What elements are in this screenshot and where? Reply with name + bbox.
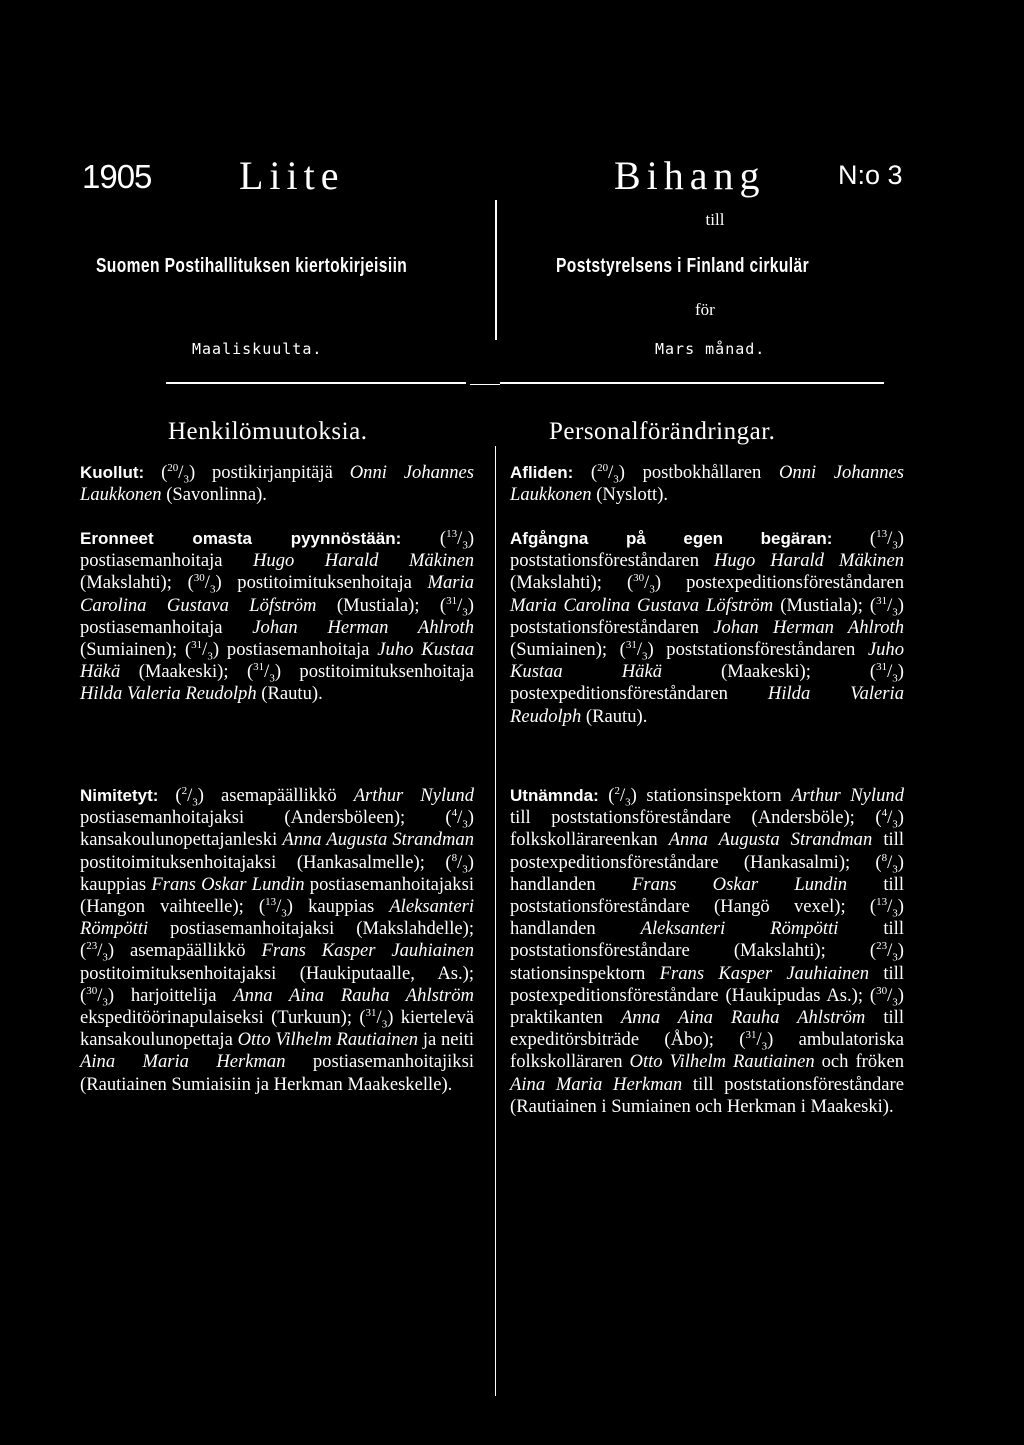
swedish-appointed-paragraph: Utnämnda: $(^2/_3)$ stationsinspektorn Arthur Nylund till poststationsföreståndare (Andersböle); $(^4/_3)$ folkskollärareenkan Anna Augusta Strandman till postexpeditionsföreståndare (Hankasalmi); $(^8/_3)$ handlanden Frans Oskar Lundin till poststationsföreståndare (Hangö vexel); $(^{13}/_3)$ handlanden Aleksanteri Römpötti till poststationsföreståndare (Makslahti); $(^{23}/_3)$ stationsinspektorn Frans Kasper Jauhiainen till postexpeditionsföreståndare (Haukipudas As.); $(^{30}/_3)$ praktikanten Anna Aina Rauha Ahlström till expeditörsbiträde (Åbo); $(^{31}/_3)$ ambulatoriska folkskolläraren Otto Vilhelm Rautiainen och fröken Aina Maria Herkman till poststationsföreståndare (Rautiainen i Sumiainen och Herkman i Maakeski). <box>510 784 905 1117</box>
header-rule-mid <box>470 384 500 385</box>
lead-label: Afliden: <box>510 463 574 482</box>
finnish-deceased-paragraph: Kuollut: $(^{20}/_3)$ postikirjanpitäjä Onni Johannes Laukkonen (Savonlinna). <box>80 461 474 506</box>
lead-label: Eronneet omasta pyynnöstään: <box>80 529 402 548</box>
lead-label: Kuollut: <box>80 463 145 482</box>
header-rule-left <box>166 382 466 384</box>
swedish-subtitle: Poststyrelsens i Finland cirkulär <box>556 255 810 277</box>
header-rule-right <box>500 382 884 384</box>
finnish-resigned-paragraph: Eronneet omasta pyynnöstään: $(^{13}/_3)$ postiasemanhoitaja Hugo Harald Mäkinen (Makslahti); $(^{30}/_3)$ postitoimituksenhoitaja Maria Carolina Gustava Löfström (Mustiala); $(^{31}/_3)$ postiasemanhoitaja Johan Herman Ahlroth (Sumiainen); $(^{31}/_3)$ postiasemanhoitaja Juho Kustaa Häkä (Maakeski); $(^{31}/_3)$ postitoimituksenhoitaja Hilda Valeria Reudolph (Rautu). <box>80 527 475 705</box>
liite-title: Liite <box>239 153 345 198</box>
lead-label: Nimitetyt: <box>80 786 159 805</box>
for-label: för <box>695 300 715 319</box>
swedish-deceased-paragraph: Afliden: $(^{20}/_3)$ postbokhållaren Onni Johannes Laukkonen (Nyslott). <box>510 461 904 506</box>
finnish-appointed-paragraph: Nimitetyt: $(^2/_3)$ asemapäällikkö Arthur Nylund postiasemanhoitajaksi (Andersböleen); $(^4/_3)$ kansakoulunopettajanleski Anna Augusta Strandman postitoimituksenhoitajaksi (Hankasalmelle); $(^8/_3)$ kauppias Frans Oskar Lundin postiasemanhoitajaksi (Hangon vaihteelle); $(^{13}/_3)$ kauppias Aleksanteri Römpötti postiasemanhoitajaksi (Makslahdelle); $(^{23}/_3)$ asemapäällikkö Frans Kasper Jauhiainen postitoimituksenhoitajaksi (Haukiputaalle, As.); $(^{30}/_3)$ harjoittelija Anna Aina Rauha Ahlström ekspeditöörinapulaiseksi (Turkuun); $(^{31}/_3)$ kiertelevä kansakoulunopettaja Otto Vilhelm Rautiainen ja neiti Aina Maria Herkman postiasemanhoitajiksi (Rautiainen Sumiaisiin ja Herkman Maakeskelle). <box>80 784 475 1095</box>
finnish-subtitle: Suomen Postihallituksen kiertokirjeisiin <box>96 255 408 277</box>
person-name: Onni Johannes Laukkonen <box>510 462 904 506</box>
lead-label: Utnämnda: <box>510 786 599 805</box>
swedish-section-title: Personalförändringar. <box>549 418 776 445</box>
month-finnish: Maaliskuulta. <box>192 340 323 358</box>
lead-label: Afgångna på egen begäran: <box>510 529 833 548</box>
swedish-resigned-paragraph: Afgångna på egen begäran: $(^{13}/_3)$ poststationsföreståndaren Hugo Harald Mäkinen (Makslahti); $(^{30}/_3)$ postexpeditionsföreståndaren Maria Carolina Gustava Löfström (Mustiala); $(^{31}/_3)$ poststationsföreståndaren Johan Herman Ahlroth (Sumiainen); $(^{31}/_3)$ poststationsföreståndaren Juho Kustaa Häkä (Maakeski); $(^{31}/_3)$ postexpeditionsföreståndaren Hilda Valeria Reudolph (Rautu). <box>510 527 905 727</box>
year: 1905 <box>82 158 152 195</box>
header-column-divider <box>495 200 497 340</box>
till-label: till <box>705 210 725 229</box>
finnish-section-title: Henkilömuutoksia. <box>168 418 368 445</box>
month-swedish: Mars månad. <box>655 340 766 358</box>
body-column-divider <box>495 446 496 1396</box>
bihang-title: Bihang <box>614 153 766 198</box>
person-name: Onni Johannes Laukkonen <box>80 462 474 506</box>
issue-number: N:o 3 <box>838 160 903 190</box>
